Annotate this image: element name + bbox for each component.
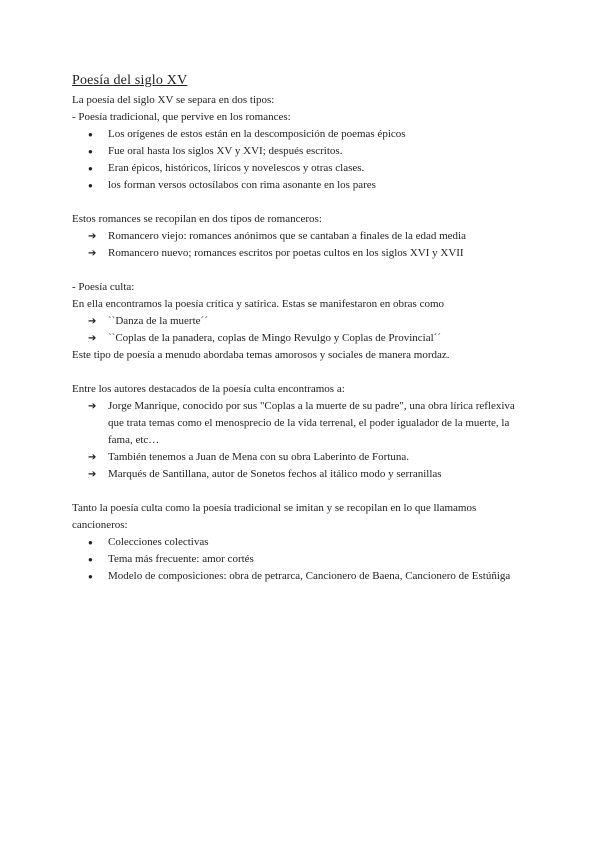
cancioneros-intro: Tanto la poesía culta como la poesía tradicional se imitan y se recopilan en lo que llamamos cancioneros: bbox=[72, 502, 477, 531]
list-item: ● Los orígenes de estos están en la descomposición de poemas épicos bbox=[72, 126, 532, 143]
list-item: ● Eran épicos, históricos, líricos y novelescos y otras clases. bbox=[72, 160, 532, 177]
culta-heading: - Poesía culta: bbox=[72, 281, 135, 293]
arrow-icon: ➔ bbox=[88, 469, 97, 480]
tradicional-list bbox=[72, 126, 532, 194]
page-title: Poesía del siglo XV bbox=[72, 73, 188, 88]
list-item: ● Colecciones colectivas bbox=[72, 534, 532, 551]
arrow-icon: ➔ bbox=[88, 333, 97, 344]
list-item: ➔ Romancero viejo: romances anónimos que se cantaban a finales de la edad media bbox=[72, 228, 532, 245]
list-item: ➔ Romancero nuevo; romances escritos por poetas cultos en los siglos XVI y XVII bbox=[72, 245, 532, 262]
culta-outro: Este tipo de poesía a menudo abordaba temas amorosos y sociales de manera mordaz. bbox=[72, 349, 450, 361]
arrow-icon: ➔ bbox=[88, 231, 97, 242]
list-item: ➔ También tenemos a Juan de Mena con su obra Laberinto de Fortuna. bbox=[72, 449, 532, 466]
arrow-icon: ➔ bbox=[88, 401, 97, 412]
cancioneros-list bbox=[72, 534, 532, 585]
list-item: ➔ Jorge Manrique, conocido por sus "Coplas a la muerte de su padre", una obra lírica reflexiva que trata temas como el menosprecio de la vida terrenal, el poder igualador de la muerte, la fama, etc… bbox=[88, 400, 515, 446]
list-item: ➔ ``Coplas de la panadera, coplas de Mingo Revulgo y Coplas de Provincial´´ bbox=[72, 330, 532, 347]
autores-list bbox=[72, 398, 532, 483]
document-body bbox=[72, 72, 532, 585]
culta-intro: En ella encontramos la poesía crítica y satírica. Estas se manifestaron en obras como bbox=[72, 298, 445, 310]
romanceros-intro: Estos romances se recopilan en dos tipos de romanceros: bbox=[72, 213, 322, 225]
autores-intro: Entre los autores destacados de la poesía culta encontramos a: bbox=[72, 383, 345, 395]
tradicional-heading: - Poesía tradicional, que pervive en los romances: bbox=[72, 111, 291, 123]
list-item: ● Tema más frecuente: amor cortés bbox=[72, 551, 532, 568]
arrow-icon: ➔ bbox=[88, 452, 97, 463]
list-item: ● Modelo de composiciones: obra de petrarca, Cancionero de Baena, Cancionero de Estúñiga bbox=[72, 568, 532, 585]
list-item: ● los forman versos octosílabos con rima asonante en los pares bbox=[72, 177, 532, 194]
list-item: ➔ ``Danza de la muerte´´ bbox=[72, 313, 532, 330]
list-item: ➔ Marqués de Santillana, autor de Sonetos fechos al itálico modo y serranillas bbox=[72, 466, 532, 483]
romanceros-list bbox=[72, 228, 532, 262]
list-item: ● Fue oral hasta los siglos XV y XVI; después escritos. bbox=[72, 143, 532, 160]
arrow-icon: ➔ bbox=[88, 316, 97, 327]
intro-paragraph: La poesía del siglo XV se separa en dos tipos: bbox=[72, 94, 275, 106]
culta-list bbox=[72, 313, 532, 347]
arrow-icon: ➔ bbox=[88, 248, 97, 259]
